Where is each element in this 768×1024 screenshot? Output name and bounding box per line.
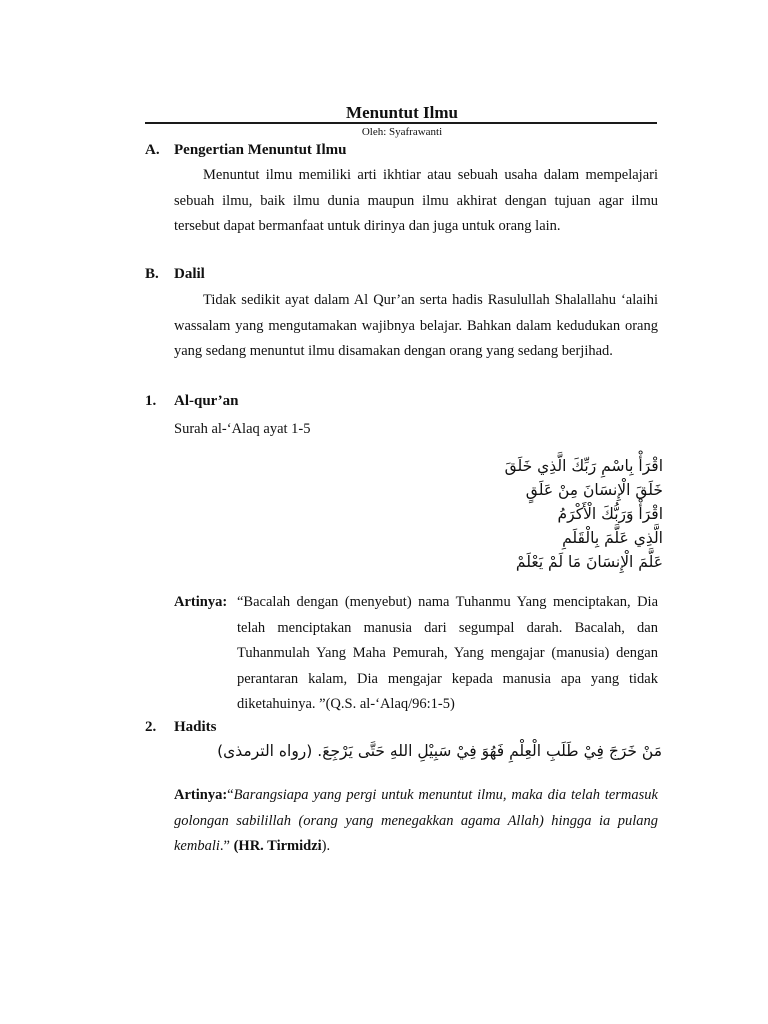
quran-verse-line: اقْرَأْ وَرَبُّكَ الْأَكْرَمُ bbox=[557, 505, 663, 523]
section-b-paragraph: Tidak sedikit ayat dalam Al Qur’an serta hadis Rasulullah Shalallahu ‘alaihi wassalam yang mengutamakan wajibnya belajar. Bahkan dalam kedudukan orang yang sedang menuntut ilmu disamakan dengan orang yang sedang berjihad. bbox=[174, 292, 658, 359]
section-a-title: Pengertian Menuntut Ilmu bbox=[174, 142, 347, 158]
hadith-close-quote: .” bbox=[219, 838, 234, 854]
title-rule bbox=[145, 122, 657, 124]
item-1-title: Al-qur’an bbox=[174, 393, 239, 409]
document-title: Menuntut Ilmu bbox=[346, 103, 458, 122]
section-b-number: B. bbox=[145, 266, 159, 282]
quran-verse-line: عَلَّمَ الْإِنسَانَ مَا لَمْ يَعْلَمْ bbox=[515, 553, 663, 571]
section-a-number: A. bbox=[145, 142, 160, 158]
section-a-paragraph: Menuntut ilmu memiliki arti ikhtiar atau sebuah usaha dalam mempelajari sebuah ilmu, baik ilmu dunia maupun ilmu akhirat dengan tujuan agar ilmu tersebut dapat bermanfaat untuk dirinya dan juga untuk orang lain. bbox=[174, 167, 658, 234]
hadith-open-quote: “ bbox=[227, 787, 234, 803]
hadith-arabic: مَنْ خَرَجَ فِيْ طَلَبِ الْعِلْمِ فَهُوَ فِيْ سَبِيْلِ اللهِ حَتَّى يَرْجِعَ. (رواه الترمذى) bbox=[217, 742, 662, 760]
section-b-heading bbox=[145, 266, 205, 283]
document-author: Oleh: Syafrawanti bbox=[361, 126, 443, 138]
quran-verse-line: الَّذِي عَلَّمَ بِالْقَلَمِ bbox=[562, 529, 663, 547]
quran-verse-line: اقْرَأْ بِاسْمِ رَبِّكَ الَّذِي خَلَقَ bbox=[504, 457, 663, 475]
hadith-source-end: ). bbox=[321, 838, 331, 854]
quran-verses bbox=[300, 454, 663, 574]
section-b-title: Dalil bbox=[174, 266, 205, 282]
quran-translation-label: Artinya: bbox=[174, 594, 228, 610]
quran-verse-line: خَلَقَ الْإِنسَانَ مِنْ عَلَقٍ bbox=[525, 481, 663, 499]
surah-reference: Surah al-‘Alaq ayat 1-5 bbox=[174, 421, 311, 437]
hadith-source: (HR. Tirmidzi bbox=[233, 838, 322, 854]
item-2-number: 2. bbox=[145, 719, 157, 735]
quran-translation: “Bacalah dengan (menyebut) nama Tuhanmu Yang menciptakan, Dia telah menciptakan manusia dari segumpal darah. Bacalah, dan Tuhanmulah Yang Maha Pemurah, Yang mengajar (manusia) dengan perantaran kalam, Dia mengajar kepada manusia apa yang tidak diketahuinya. ”(Q.S. al-‘Alaq/96:1-5) bbox=[237, 594, 658, 712]
hadith-translation-label: Artinya: bbox=[174, 787, 228, 803]
hadith-translation bbox=[174, 783, 658, 860]
item-2-heading bbox=[145, 719, 217, 736]
section-a-heading bbox=[145, 142, 347, 159]
item-2-title: Hadits bbox=[174, 719, 217, 735]
item-1-heading bbox=[145, 393, 238, 410]
hadith-translation-text: Barangsiapa yang pergi untuk menuntut ilmu, maka dia telah termasuk golongan sabilillah (orang yang menegakkan agama Allah) hingga ia pulang kembali bbox=[174, 787, 658, 854]
item-1-number: 1. bbox=[145, 393, 157, 409]
